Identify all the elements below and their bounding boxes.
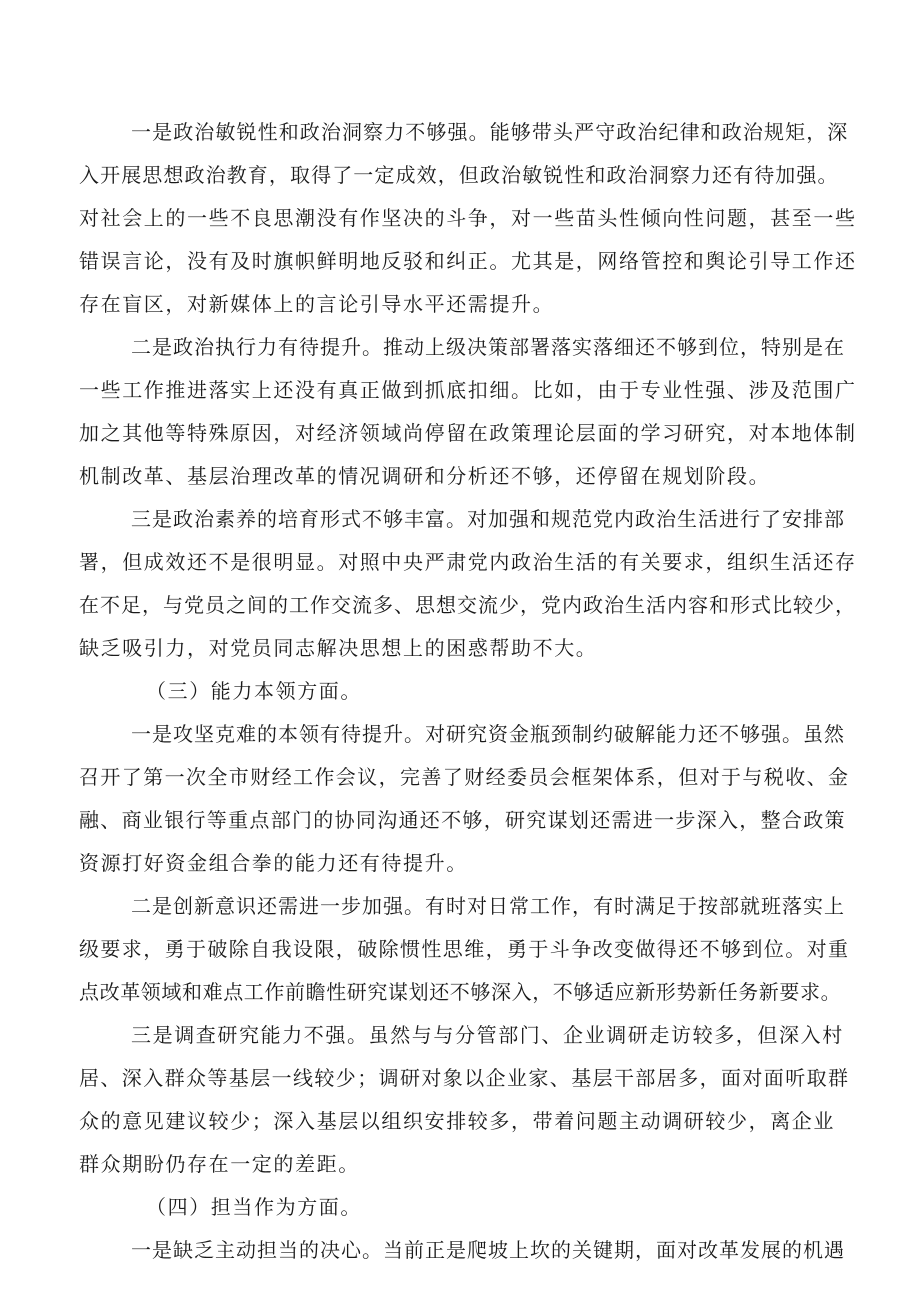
text-line: 一是攻坚克难的本领有待提升。对研究资金瓶颈制约破解能力还不够强。虽然 xyxy=(131,722,845,746)
text-line: 资源打好资金组合拳的能力还有待提升。 xyxy=(79,851,468,875)
text-line: 署，但成效还不是很明显。对照中央严肃党内政治生活的有关要求，组织生活还存 xyxy=(79,550,857,574)
text-line: 一是政治敏锐性和政治洞察力不够强。能够带头严守政治纪律和政治规矩，深 xyxy=(131,120,849,144)
text-line: 二是创新意识还需进一步加强。有时对日常工作，有时满足于按部就班落实上 xyxy=(131,894,845,918)
text-line: 存在盲区，对新媒体上的言论引导水平还需提升。 xyxy=(79,292,555,316)
text-line: 三是调查研究能力不强。虽然与与分管部门、企业调研走访较多，但深入村 xyxy=(131,1023,844,1047)
text-line: 融、商业银行等重点部门的协同沟通还不够，研究谋划还需进一步深入，整合政策 xyxy=(79,808,846,832)
section-heading: （三）能力本领方面。 xyxy=(146,679,362,703)
text-line: 机制改革、基层治理改革的情况调研和分析还不够，还停留在规划阶段。 xyxy=(79,464,771,488)
text-line: 错误言论，没有及时旗帜鲜明地反驳和纠正。尤其是，网络管控和舆论引导工作还 xyxy=(79,249,857,273)
text-line: 三是政治素养的培育形式不够丰富。对加强和规范党内政治生活进行了安排部 xyxy=(131,507,845,531)
text-line: 入开展思想政治教育，取得了一定成效，但政治敏锐性和政治洞察力还有待加强。 xyxy=(79,163,839,187)
section-heading: （四）担当作为方面。 xyxy=(146,1195,362,1219)
text-line: 一些工作推进落实上还没有真正做到抓底扣细。比如，由于专业性强、涉及范围广 xyxy=(79,378,857,402)
text-line: 缺乏吸引力，对党员同志解决思想上的困惑帮助不大。 xyxy=(79,636,598,660)
text-line: 众的意见建议较少；深入基层以组织安排较多，带着问题主动调研较少，离企业 xyxy=(79,1109,835,1133)
text-line: 一是缺乏主动担当的决心。当前正是爬坡上坎的关键期，面对改革发展的机遇 xyxy=(131,1238,845,1262)
text-line: 加之其他等特殊原因，对经济领域尚停留在政策理论层面的学习研究，对本地体制 xyxy=(79,421,857,445)
text-line: 居、深入群众等基层一线较少；调研对象以企业家、基层干部居多，面对面听取群 xyxy=(79,1066,850,1090)
text-line: 点改革领域和难点工作前瞻性研究谋划还不够深入，不够适应新形势新任务新要求。 xyxy=(79,980,842,1004)
text-line: 二是政治执行力有待提升。推动上级决策部署落实落细还不够到位，特别是在 xyxy=(131,335,845,359)
text-line: 群众期盼仍存在一定的差距。 xyxy=(79,1152,360,1176)
text-line: 级要求，勇于破除自我设限，破除惯性思维，勇于斗争改变做得还不够到位。对重 xyxy=(79,937,850,961)
text-line: 在不足，与党员之间的工作交流多、思想交流少，党内政治生活内容和形式比较少， xyxy=(79,593,856,617)
text-line: 召开了第一次全市财经工作会议，完善了财经委员会框架体系，但对于与税收、金 xyxy=(79,765,850,789)
text-line: 对社会上的一些不良思潮没有作坚决的斗争，对一些苗头性倾向性问题，甚至一些 xyxy=(79,206,857,230)
